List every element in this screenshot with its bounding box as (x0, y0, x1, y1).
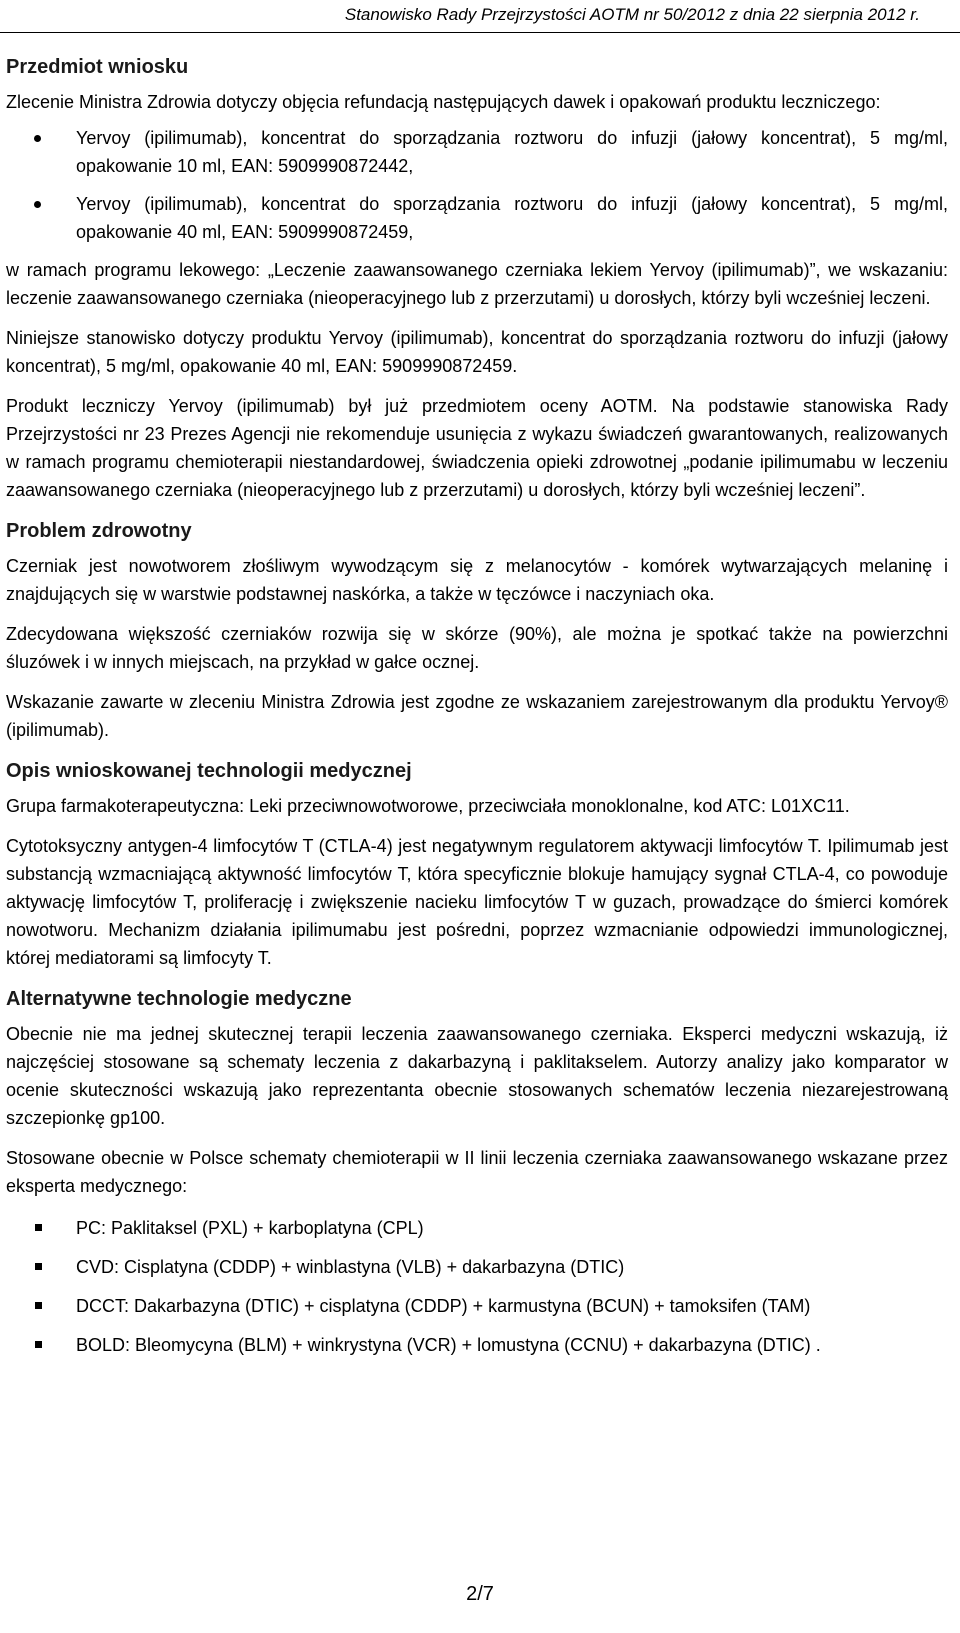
scheme-item: DCCT: Dakarbazyna (DTIC) + cisplatyna (CDDP) + karmustyna (BCUN) + tamoksifen (TAM) (6, 1292, 948, 1331)
alternatywne-paragraph: Obecnie nie ma jednej skutecznej terapii leczenia zaawansowanego czerniaka. Eksperci medyczni wskazują, iż najczęściej stosowane są schematy leczenia z dakarbazyną i paklitakselem. Autorzy analizy jako komparator w ocenie skuteczności wskazują jako reprezentanta obecnie stosowanych schematów leczenia niezarejestrowaną szczepionkę gp100. (6, 1024, 948, 1128)
przedmiot-intro: Zlecenie Ministra Zdrowia dotyczy objęcia refundacją następujących dawek i opakowań produktu leczniczego: (6, 92, 881, 112)
scheme-item: BOLD: Bleomycyna (BLM) + winkrystyna (VCR) + lomustyna (CCNU) + dakarbazyna (DTIC) . (6, 1331, 948, 1370)
chemotherapy-schemes-list (6, 1214, 948, 1370)
running-header: Stanowisko Rady Przejrzystości AOTM nr 50/2012 z dnia 22 sierpnia 2012 r. (344, 5, 920, 24)
scheme-item: CVD: Cisplatyna (CDDP) + winblastyna (VLB) + dakarbazyna (DTIC) (6, 1253, 948, 1292)
problem-paragraph: Czerniak jest nowotworem złośliwym wywodzącym się z melanocytów - komórek wytwarzających melaninę i znajdujących się w warstwie podstawnej naskórka, a także w tęczówce i naczyniach oka. (6, 556, 948, 604)
heading-opis-technologii: Opis wnioskowanej technologii medycznej (6, 760, 412, 782)
product-list (6, 124, 948, 246)
opis-paragraph: Grupa farmakoterapeutyczna: Leki przeciwnowotworowe, przeciwciała monoklonalne, kod ATC: L01XC11. (6, 796, 850, 816)
problem-paragraph: Zdecydowana większość czerniaków rozwija się w skórze (90%), ale można je spotkać także na powierzchni śluzówek i w innych miejscach, na przykład w gałce ocznej. (6, 624, 948, 672)
heading-problem-zdrowotny: Problem zdrowotny (6, 520, 192, 542)
alternatywne-paragraph: Stosowane obecnie w Polsce schematy chemioterapii w II linii leczenia czerniaka zaawansowanego wskazane przez eksperta medycznego: (6, 1148, 948, 1196)
product-item: Yervoy (ipilimumab), koncentrat do sporządzania roztworu do infuzji (jałowy koncentrat), 5 mg/ml, opakowanie 10 ml, EAN: 5909990872442, (6, 124, 948, 180)
scheme-item: PC: Paklitaksel (PXL) + karboplatyna (CPL) (6, 1214, 948, 1253)
heading-alternatywne-technologie: Alternatywne technologie medyczne (6, 988, 352, 1010)
header-rule (0, 32, 960, 33)
heading-przedmiot-wniosku: Przedmiot wniosku (6, 56, 189, 78)
program-paragraph: w ramach programu lekowego: „Leczenie zaawansowanego czerniaka lekiem Yervoy (ipilimumab)”, we wskazaniu: leczenie zaawansowanego czerniaka (nieoperacyjnego lub z przerzutami) u dorosłych, którzy byli wcześniej leczeni. (6, 260, 948, 308)
page-number: 2/7 (466, 1583, 494, 1605)
opis-paragraph: Cytotoksyczny antygen-4 limfocytów T (CTLA-4) jest negatywnym regulatorem aktywacji limfocytów T. Ipilimumab jest substancją wzmacniającą aktywność limfocytów T, która specyficznie blokuje hamujący sygnał CTLA-4, co powoduje aktywację limfocytów T, proliferację i zwiększenie nacieku limfocytów T w guzach, prowadzące do śmierci komórek nowotworu. Mechanizm działania ipilimumabu jest pośredni, poprzez wzmacnianie odpowiedzi immunologicznej, której mediatorami są limfocyty T. (6, 836, 948, 968)
document-body (6, 52, 948, 1370)
problem-paragraph: Wskazanie zawarte w zleceniu Ministra Zdrowia jest zgodne ze wskazaniem zarejestrowanym dla produktu Yervoy® (ipilimumab). (6, 692, 948, 740)
product-item: Yervoy (ipilimumab), koncentrat do sporządzania roztworu do infuzji (jałowy koncentrat), 5 mg/ml, opakowanie 40 ml, EAN: 5909990872459, (6, 190, 948, 246)
prior-assessment-paragraph: Produkt leczniczy Yervoy (ipilimumab) był już przedmiotem oceny AOTM. Na podstawie stanowiska Rady Przejrzystości nr 23 Prezes Agencji nie rekomenduje usunięcia z wykazu świadczeń gwarantowanych, realizowanych w ramach programu chemioterapii niestandardowej, świadczenia opieki zdrowotnej „podanie ipilimumabu w leczeniu zaawansowanego czerniaka (nieoperacyjnego lub z przerzutami) u dorosłych, którzy byli wcześniej leczeni”. (6, 396, 948, 500)
scope-paragraph: Niniejsze stanowisko dotyczy produktu Yervoy (ipilimumab), koncentrat do sporządzania roztworu do infuzji (jałowy koncentrat), 5 mg/ml, opakowanie 40 ml, EAN: 5909990872459. (6, 328, 948, 376)
